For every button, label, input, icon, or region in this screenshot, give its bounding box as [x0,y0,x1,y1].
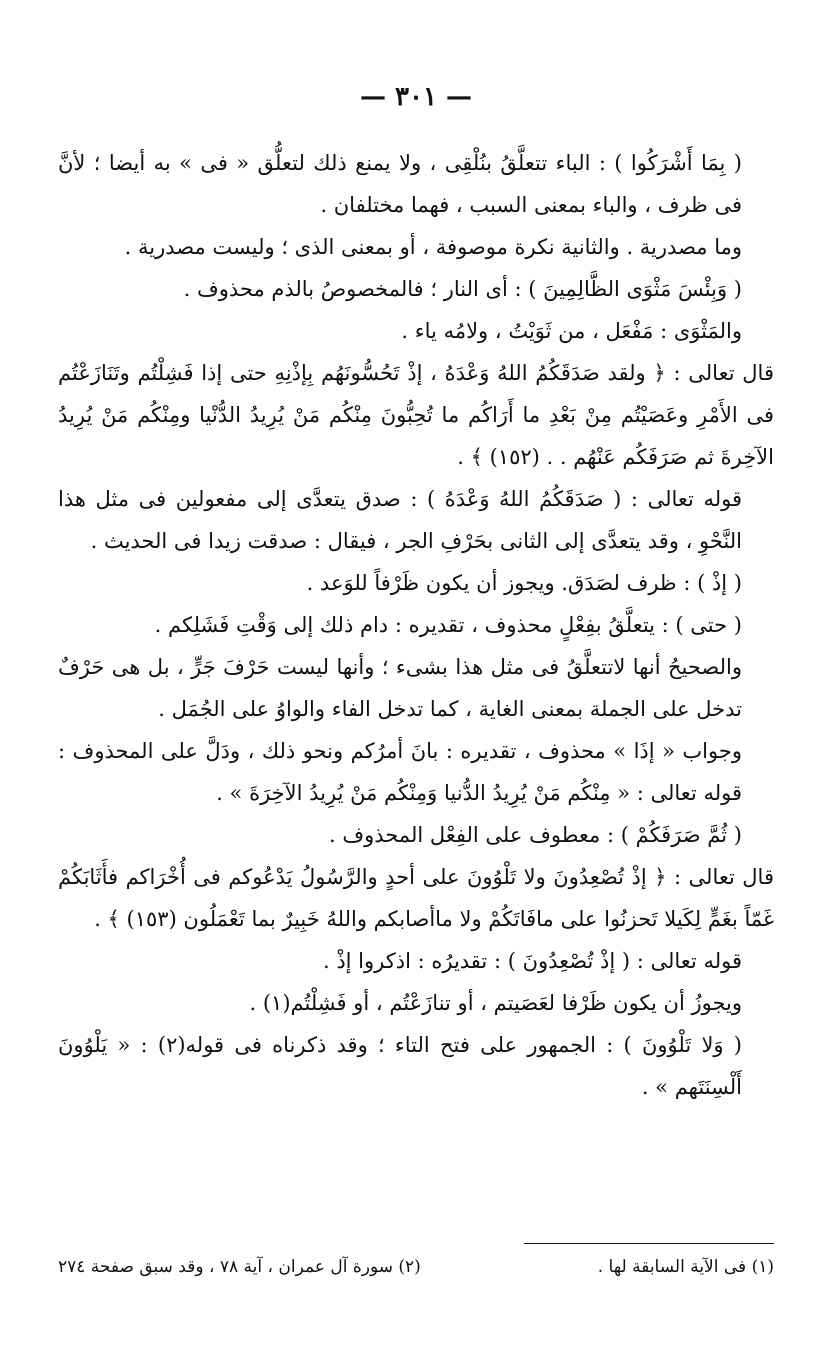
page-number: — ٣٠١ — [359,82,473,112]
paragraph-14: ويجوزُ أن يكون ظَرْفا لعَصَيتم ، أو تنازَعْتُم ، أو فَشِلْتُم(١) . [249,991,742,1015]
paragraph-11: ( ثُمَّ صَرَفَكُمْ ) : معطوف على الفِعْل المحذوف . [328,823,742,847]
paragraph-15: ( وَلا تَلْوُونَ ) : الجمهور على فتح التاء ؛ وقد ذكرناه فى قوله(٢) : « يَلْوُونَ أَلْسِنَتَهم » . [58,1033,742,1099]
footnotes [58,1254,774,1280]
footnote-divider [524,1243,774,1244]
paragraph-3: ( وَبِئْسَ مَثْوَى الظَّالِمِينَ ) : أى النار ؛ فالمخصوصُ بالذم محذوف . [183,277,742,301]
paragraph-7: ( إذْ ) : ظرف لصَدَق. ويجوز أن يكون ظَرْفاً للوَعد . [306,571,742,595]
paragraph-10: وجواب « إذَا » محذوف ، تقديره : بانَ أمرُكم ونحو ذلك ، ودَلَّ على المحذوف : قوله تعالى : « مِنْكُم مَنْ يُرِيدُ الدُّنيا وَمِنْكُم مَنْ يُرِيدُ الآخِرَةَ » . [58,739,742,805]
page-body [58,142,774,1108]
paragraph-2: وما مصدرية . والثانية نكرة موصوفة ، أو بمعنى الذى ؛ وليست مصدرية . [124,235,742,259]
quran-verse-152: قال تعالى : ﴿ ولقد صَدَقَكُمُ اللهُ وَعْدَهُ ، إذْ تَحُسُّونَهُم بِإذْنِهِ حتى إذا فَشِلْتُم وتَنَازَعْتُم فى الأَمْرِ وعَصَيْتُم مِنْ بَعْدِ ما أَرَاكُم ما تُحِبُّونَ مِنْكُم مَنْ يُرِيدُ الدُّنْيا ومِنْكُم مَنْ يُرِيدُ الآخِرةَ ثم صَرَفَكُم عَنْهُم . . (١٥٢) ﴾ . [58,361,774,469]
paragraph-13: قوله تعالى : ( إذْ تُصْعِدُونَ ) : تقديرُه : اذكروا إذْ . [322,949,742,973]
paragraph-1: ( بِمَا أَشْرَكُوا ) : الباء تتعلَّقُ بنُلْقِى ، ولا يمنع ذلك لتعلُّق « فى » به أيضا ؛ لأنَّ فى ظرف ، والباء بمعنى السبب ، فهما مختلفان . [58,151,742,217]
footnote-2: (٢) سورة آل عمران ، آية ٧٨ ، وقد سبق صفحة ٢٧٤ [58,1257,421,1277]
footnote-1: (١) فى الآية السابقة لها . [597,1257,774,1277]
paragraph-6: قوله تعالى : ( صَدَقَكُمُ اللهُ وَعْدَهُ ) : صدق يتعدَّى إلى مفعولين فى مثل هذا النَّحْوِ ، وقد يتعدَّى إلى الثانى بحَرْفِ الجر ، فيقال : صدقت زيدا فى الحديث . [58,487,742,553]
paragraph-8: ( حتى ) : يتعلَّقُ بفِعْلٍ محذوف ، تقديره : دام ذلك إلى وَقْتِ فَشَلِكم . [154,613,742,637]
paragraph-9: والصحيحُ أنها لاتتعلَّقُ فى مثل هذا بشىء ؛ وأنها ليست حَرْفَ جَرٍّ ، بل هى حَرْفٌ تدخل على الجملة بمعنى الغاية ، كما تدخل الفاء والواوُ على الجُمَل . [58,655,742,721]
quran-verse-153: قال تعالى : ﴿ إذْ تُصْعِدُونَ ولا تَلْوُونَ على أحدٍ والرَّسُولُ يَدْعُوكم فى أُخْرَاكم فأَثَابَكُمْ غَمّاً بغَمٍّ لِكَيلا تَحزنُوا على مافَاتَكُمْ ولا ماأصابكم واللهُ خَبِيرٌ بما تَعْمَلُون (١٥٣) ﴾ . [58,865,774,931]
paragraph-4: والمَثْوَى : مَفْعَل ، من ثَوَيْتُ ، ولامُه ياء . [401,319,742,343]
